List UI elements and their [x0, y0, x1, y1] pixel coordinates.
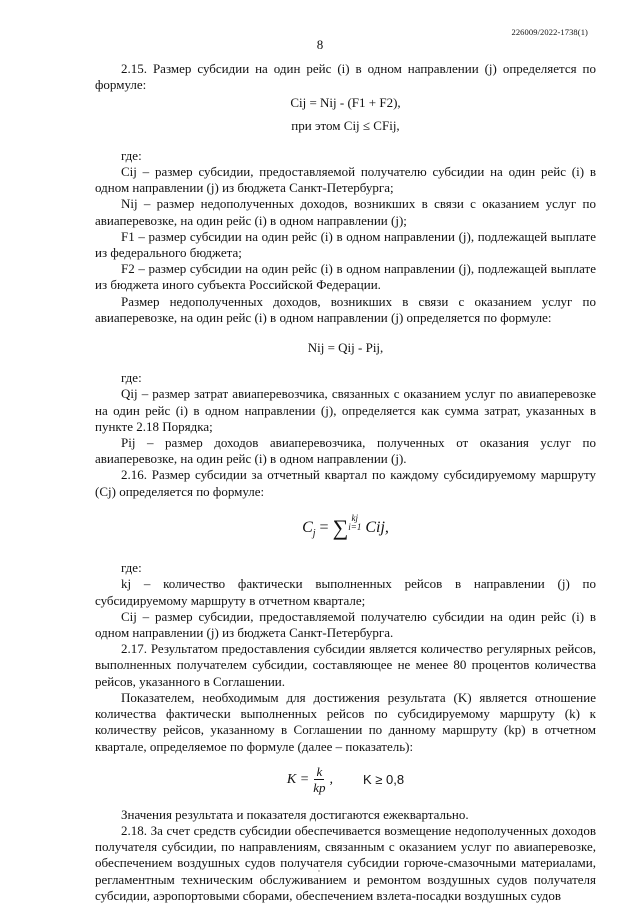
fraction-numerator: k [316, 763, 323, 779]
paragraph-nij: Размер недополученных доходов, возникших в связи с оказанием услуг по авиаперевозке, на один рейс (i) в одном направлении (j) определяется по формуле: [95, 293, 596, 325]
sum-upper-limit: kj [351, 512, 359, 523]
paragraph-quarterly: Значения результата и показателя достигаются ежеквартально. [121, 806, 469, 822]
page-number: 8 [316, 37, 324, 52]
fraction [313, 765, 325, 795]
where-label: где: [121, 370, 142, 386]
definition-kj: kj – количество фактически выполненных рейсов в направлении (j) по субсидируемому маршруту в отчетном квартале; [95, 576, 596, 608]
paragraph-2-15: 2.15. Размер субсидии на один рейс (i) в одном направлении (j) определяется по формуле: [95, 61, 596, 93]
paragraph-indicator: Показателем, необходимым для достижения результата (K) является отношение количества фактически выполненных рейсов по субсидируемому маршруту (k) к количеству рейсов, указанному в Соглашении по данному маршруту (kp) в отчетном квартале, определяемое по формуле (далее – показатель): [95, 689, 596, 754]
formula-cij: Cij = Nij - (F1 + F2), [290, 95, 401, 111]
formula-cj-rhs: Cij, [365, 518, 389, 536]
formula-cj-subscript: j [312, 528, 316, 540]
definition-qij: Qij – размер затрат авиаперевозчика, связанных с оказанием услуг по авиаперевозке на один рейс (i) в одном направлении (j), определяется как сумма затрат, указанных в пункте 2.18 Порядка; [95, 386, 596, 434]
document-body [95, 61, 596, 904]
formula-k-comma: , [329, 771, 333, 787]
sigma-symbol: ∑ [332, 514, 349, 540]
definition-f2: F2 – размер субсидии на один рейс (i) в одном направлении (j), подлежащей выплате из бюджета иного субъекта Российской Федерации. [95, 261, 596, 293]
document-number: 226009/2022-1738(1) [511, 27, 588, 37]
paragraph-2-17: 2.17. Результатом предоставления субсидии является количество регулярных рейсов, выполненных получателем субсидии, составляющее не менее 80 процентов количества рейсов, указанного в Соглашении. [95, 641, 596, 689]
definition-cij-2: Cij – размер субсидии, предоставляемой получателю субсидии на один рейс (i) в одном направлении (j) из бюджета Санкт-Петербурга. [95, 608, 596, 641]
paragraph-2-18: 2.18. За счет средств субсидии обеспечивается возмещение недополученных доходов получателя субсидии, по направлениям, связанным с оказанием услуг по авиаперевозке, обеспечением воздушных судов получателя субсидии горюче-смазочными материалами, регламентным техническим обслуживанием и ремонтом воздушных судов получателя субсидии, аэропортовыми сборами, обеспечением взлета-посадки воздушных судов [95, 822, 596, 903]
where-label: где: [121, 147, 142, 163]
definition-f1: F1 – размер субсидии на один рейс (i) в одном направлении (j), подлежащей выплате из федерального бюджета; [95, 228, 596, 261]
scan-dot [318, 870, 320, 872]
where-label: где: [121, 560, 142, 576]
definition-cij: Cij – размер субсидии, предоставляемой получателю субсидии на один рейс (i) в одном направлении (j) из бюджета Санкт-Петербурга; [95, 164, 596, 196]
formula-cj-lhs: C [302, 518, 313, 536]
formula-cij-condition: при этом Cij ≤ CFij, [291, 117, 400, 133]
formula-k-lhs: K = [286, 771, 310, 787]
formula-k-condition: K ≥ 0,8 [362, 771, 405, 787]
definition-pij: Pij – размер доходов авиаперевозчика, полученных от оказания услуг по авиаперевозке, на один рейс (i) в одном направлении (j). [95, 435, 596, 467]
sum-limits [348, 514, 361, 532]
fraction-denominator: kp [313, 779, 326, 795]
definition-nij: Nij – размер недополученных доходов, возникших в связи с оказанием услуг по авиаперевозке, на один рейс (i) в одном направлении (j); [95, 196, 596, 228]
formula-k [95, 765, 596, 795]
paragraph-2-16: 2.16. Размер субсидии за отчетный квартал по каждому субсидируемому маршруту (Cj) определяется по формуле: [95, 467, 596, 499]
formula-cj-equals: = [315, 518, 333, 536]
formula-cj [95, 514, 596, 542]
formula-nij: Nij = Qij - Pij, [307, 340, 384, 356]
sum-lower-limit: i=1 [348, 521, 362, 532]
